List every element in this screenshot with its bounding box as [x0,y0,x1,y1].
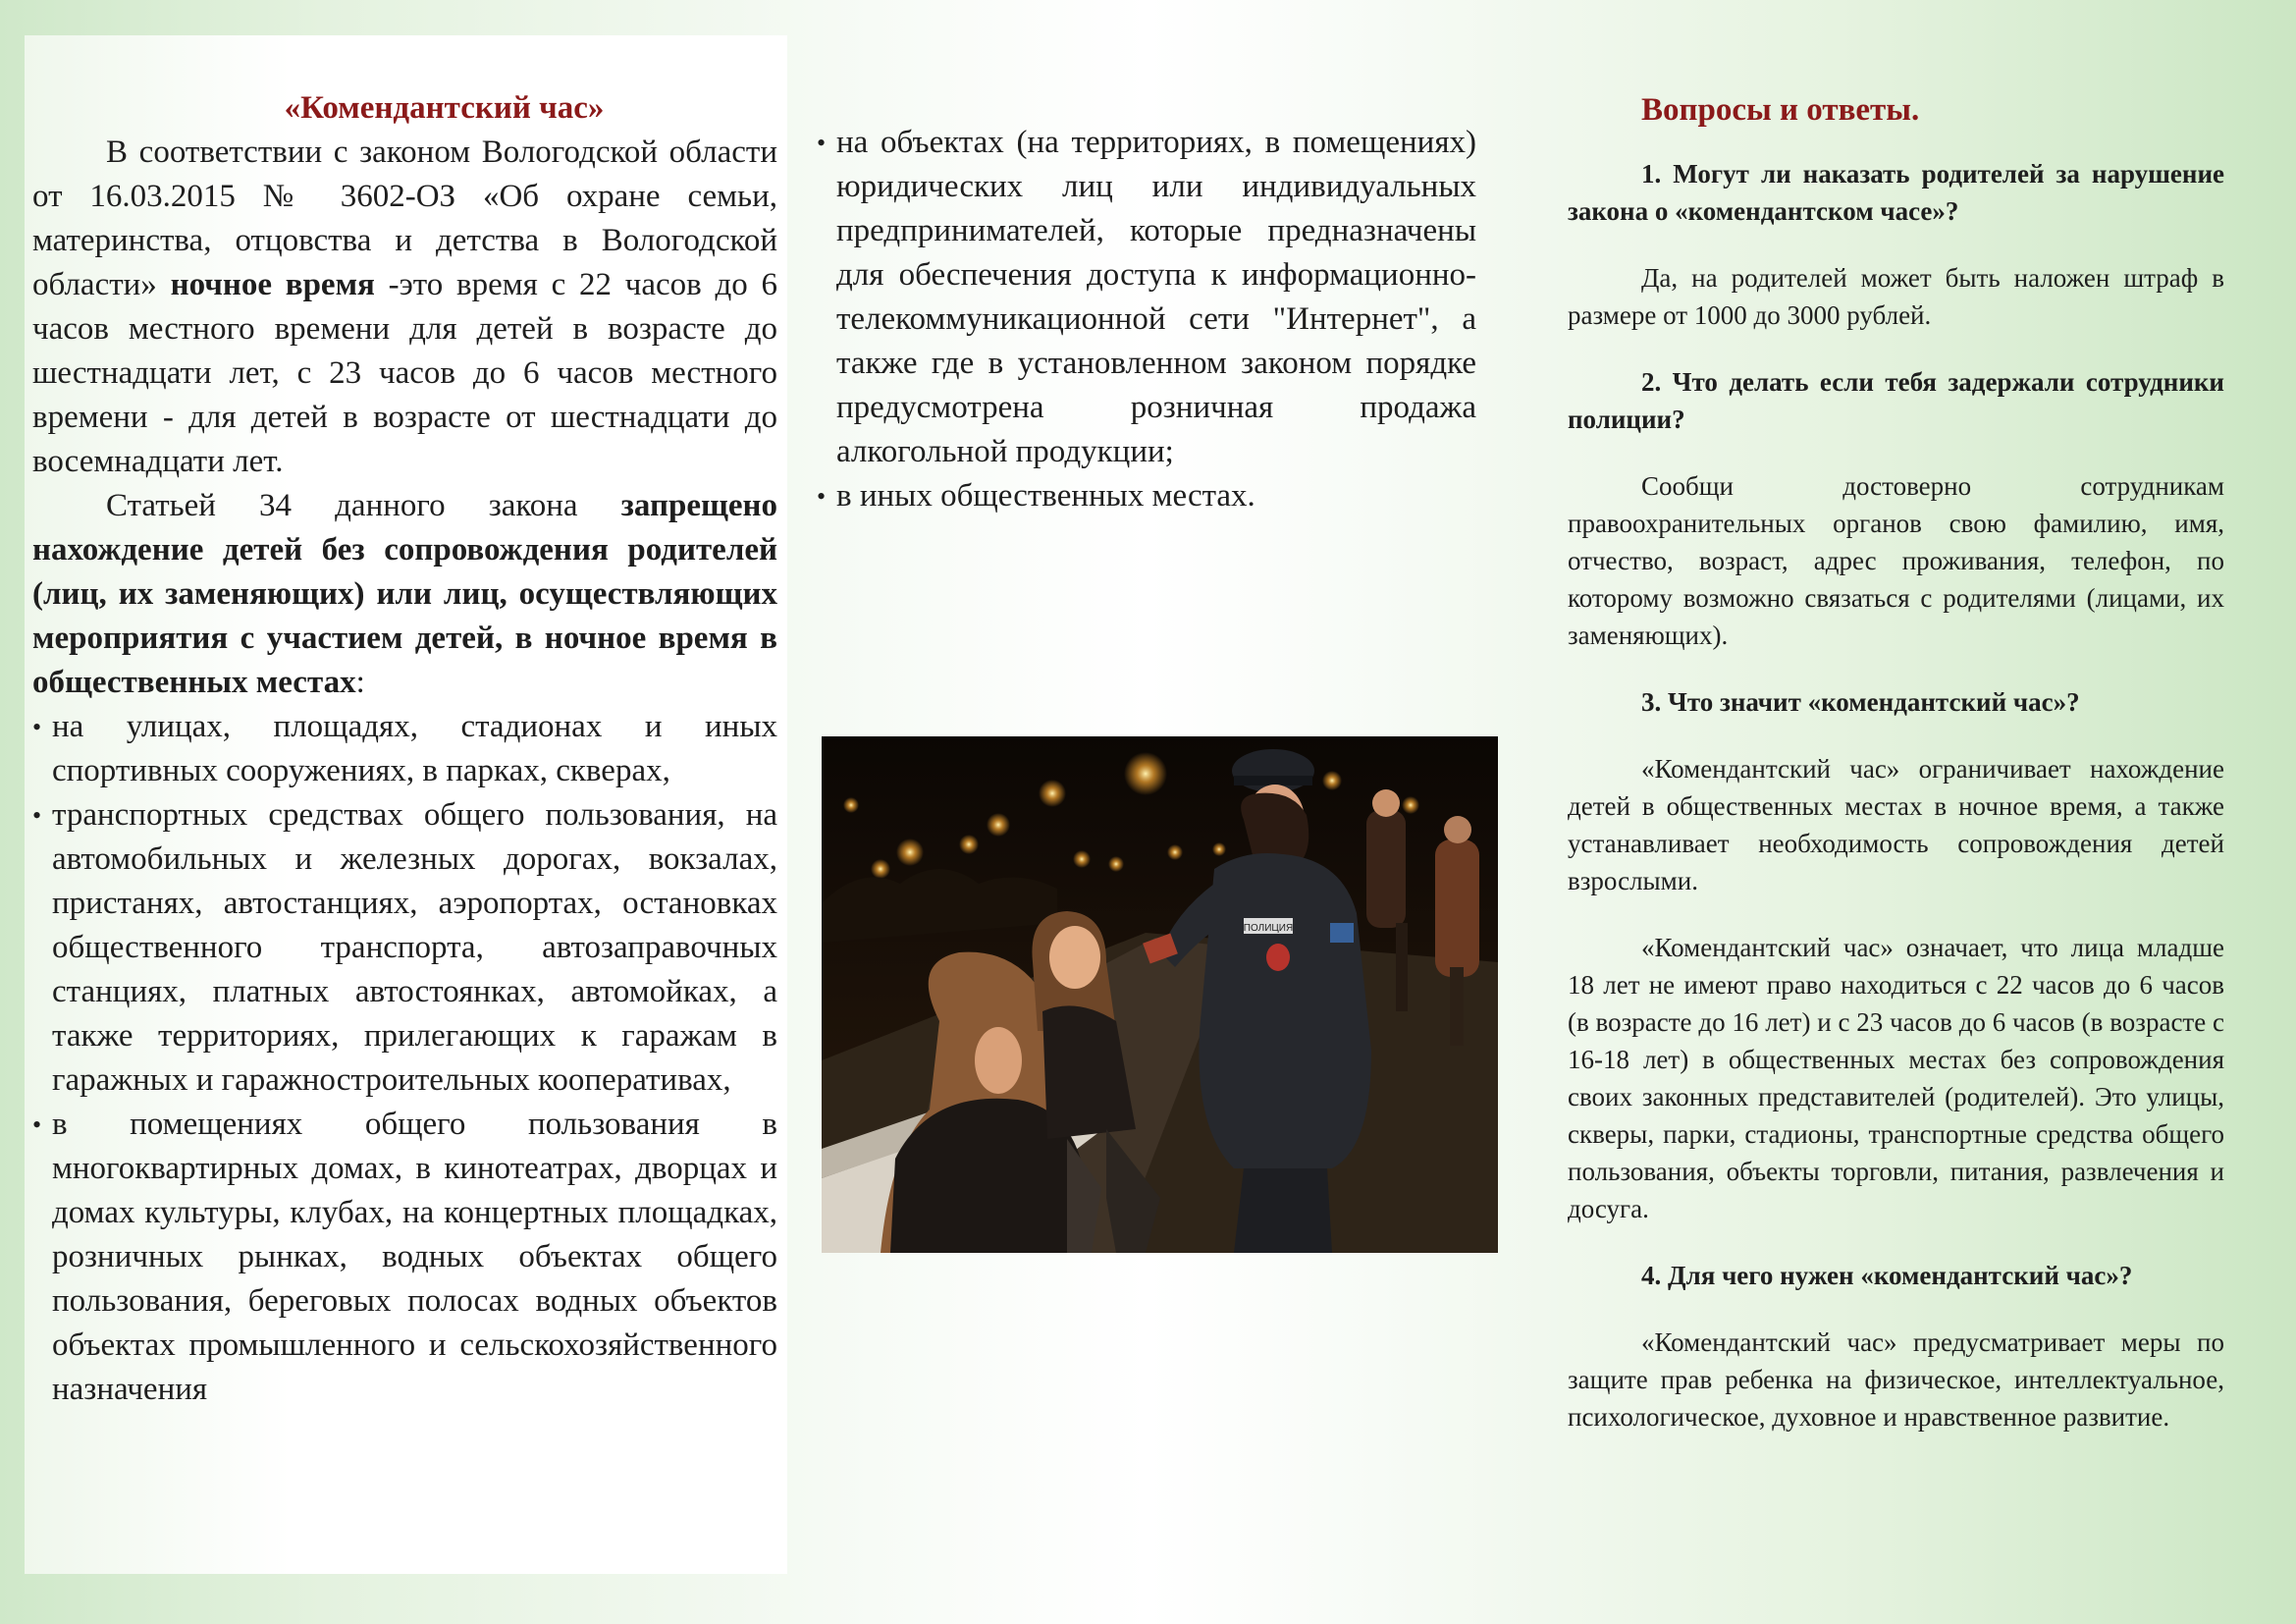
answer-3: «Комендантский час» ограничивает нахождение детей в общественных местах в ночное время, а также устанавливает необходимость сопровождения детей взрослыми. [1568,754,2224,895]
p2-text-a: Статьей 34 данного закона [106,488,621,523]
left-bullet-3: • в помещениях общего пользования в многоквартирных домах, в кинотеатрах, дворцах и домах культуры, клубах, на концертных площадках, розничных рынках, водных объектах общего пользования, береговых полосах водных объектов объектах промышленного и сельскохозяйственного назначения [32,1103,777,1412]
question-1: 1. Могут ли наказать родителей за нарушение закона о «комендантском часе»? [1568,159,2224,226]
middle-bullet-1: • на объектах (на территориях, в помещениях) юридических лиц или индивидуальных предпринимателей, которые предназначены для обеспечения доступа к информационно-телекоммуникационной сети "Интернет", а также где в установленном законом порядке предусмотрена розничная продажа алкогольной продукции; [817,121,1476,474]
answer-3-extended: «Комендантский час» означает, что лица младше 18 лет не имеют право находиться с 22 часов до 6 часов (в возрасте до 16 лет) и с 23 часов до 6 часов (в возрасте с 16-18 лет) в общественных местах без сопровождения своих законных представителей (родителей). Это улицы, скверы, парки, стадионы, транспортные средства общего пользования, объекты торговли, питания, развлечения и досуга. [1568,933,2224,1223]
faq-title: Вопросы и ответы. [1641,92,1920,128]
p2-bold: запрещено нахождение детей без сопровождения родителей (лиц, их заменяющих) или лиц, осуществляющих мероприятия с участием детей, в ночное время в общественных местах [32,488,777,700]
night-patrol-photo [822,736,1498,1253]
question-3: 3. Что значит «комендантский час»? [1641,687,2080,717]
p2-text-b: : [355,665,365,700]
right-column [1568,90,2224,1435]
left-paragraph-2 [32,484,777,705]
p1-bold: ночное время [170,267,375,302]
police-badge-text: ПОЛИЦИЯ [1243,923,1294,934]
p1-text-a: В соответствии с законом Вологодской области от 16.03.2015 № 3602-ОЗ «Об охране семьи, материнства, отцовства и детства в Вологодской области» [32,135,777,302]
answer-2: Сообщи достоверно сотрудникам правоохранительных органов свою фамилию, имя, отчество, возраст, адрес проживания, телефон, по которому возможно связаться с родителями (лицами, их заменяющих). [1568,471,2224,650]
question-2: 2. Что делать если тебя задержали сотрудники полиции? [1568,367,2224,434]
answer-1: Да, на родителей может быть наложен штраф в размере от 1000 до 3000 рублей. [1568,263,2224,330]
answer-4: «Комендантский час» предусматривает меры по защите прав ребенка на физическое, интеллектуальное, психологическое, духовное и нравственное развитие. [1568,1327,2224,1432]
left-column [25,35,787,1574]
p1-text-b: -это время с 22 часов до 6 часов местного времени для детей в возрасте до шестнадцати лет, с 23 часов до 6 часов местного времени - для детей в возрасте от шестнадцати до восемнадцати лет. [32,267,777,479]
left-title: «Комендантский час» [284,90,605,126]
left-paragraph-1 [32,131,777,484]
left-bullet-2: • транспортных средствах общего пользования, на автомобильных и железных дорогах, вокзалах, пристанях, автостанциях, аэропортах, остановках общественного транспорта, автозаправочных станциях, платных автостоянках, автомойках, а также территориях, прилегающих к гаражам в гаражных и гаражностроительных кооперативах, [32,793,777,1103]
photo-illustration [822,736,1498,1253]
middle-bullet-2: • в иных общественных местах. [817,474,1476,518]
middle-column [817,121,1476,518]
left-bullet-1: • на улицах, площадях, стадионах и иных спортивных сооружениях, в парках, скверах, [32,705,777,793]
question-4: 4. Для чего нужен «комендантский час»? [1641,1261,2133,1290]
